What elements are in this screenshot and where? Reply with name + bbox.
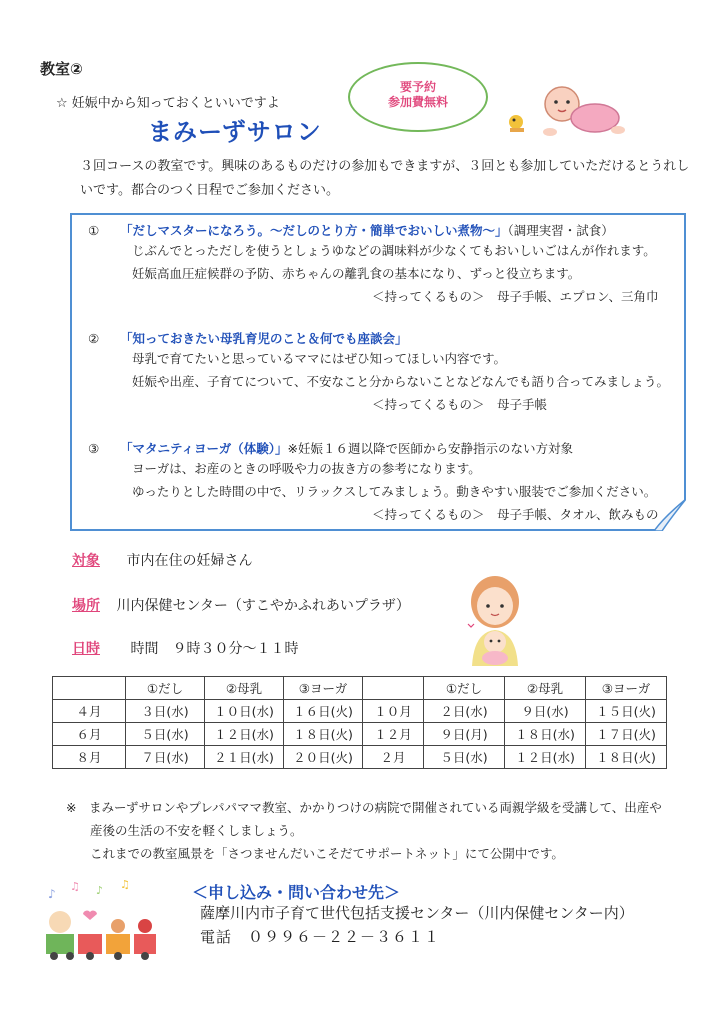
contact-title: ＜申し込み・問い合わせ先＞ bbox=[192, 883, 401, 902]
table-header-cell bbox=[363, 677, 424, 700]
table-header-cell: ②母乳 bbox=[505, 677, 586, 700]
svg-text:♫: ♫ bbox=[70, 880, 80, 893]
datetime-value: 時間 ９時３０分～１１時 bbox=[130, 641, 299, 657]
note-line: これまでの教室風景を「さつませんだいこそだてサポートネット」にて公開中です。 bbox=[90, 846, 564, 861]
table-header-row bbox=[53, 677, 667, 700]
svg-text:♪: ♪ bbox=[48, 887, 56, 901]
table-cell: １８日(火) bbox=[284, 723, 363, 746]
course-bring-items: ＜持ってくるもの＞ 母子手帳、エプロン、三角巾 bbox=[372, 289, 659, 304]
table-cell: １８日(水) bbox=[505, 723, 586, 746]
place-row bbox=[72, 595, 410, 615]
table-row bbox=[53, 723, 667, 746]
course-number: ② bbox=[88, 331, 100, 346]
course-description: 妊娠高血圧症候群の予防、赤ちゃんの離乳食の基本になり、ずっと役立ちます。 bbox=[132, 266, 581, 281]
reservation-badge bbox=[348, 62, 488, 132]
table-cell: ３日(水) bbox=[126, 700, 205, 723]
note-line: 産後の生活の不安を軽くしましょう。 bbox=[90, 823, 303, 838]
table-cell: １５日(火) bbox=[586, 700, 667, 723]
page-fold-icon bbox=[654, 499, 686, 531]
course-list-box bbox=[70, 213, 686, 531]
target-label: 対象 bbox=[72, 553, 100, 569]
course-1 bbox=[88, 221, 659, 308]
course-bring-items: ＜持ってくるもの＞ 母子手帳、タオル、飲みもの bbox=[372, 507, 659, 522]
datetime-row bbox=[72, 638, 298, 658]
table-header-cell bbox=[53, 677, 126, 700]
subtitle: ☆ 妊娠中から知っておくといいですよ bbox=[56, 96, 280, 111]
table-cell: １２日(水) bbox=[505, 746, 586, 769]
table-cell: １０日(水) bbox=[205, 700, 284, 723]
course-title: 「マタニティヨーガ（体験）」 bbox=[120, 441, 288, 456]
table-cell: ８月 bbox=[53, 746, 126, 769]
table-cell: ２１日(水) bbox=[205, 746, 284, 769]
table-cell: １０月 bbox=[363, 700, 424, 723]
target-value: 市内在住の妊婦さん bbox=[126, 553, 253, 569]
place-label: 場所 bbox=[72, 598, 100, 614]
target-row bbox=[72, 550, 252, 570]
table-cell: ４月 bbox=[53, 700, 126, 723]
mother-baby-illustration bbox=[462, 574, 528, 666]
datetime-label: 日時 bbox=[72, 641, 100, 657]
table-row bbox=[53, 700, 667, 723]
page-title: まみーずサロン bbox=[148, 118, 322, 146]
svg-text:♪: ♪ bbox=[96, 884, 104, 897]
course-description: ゆったりとした時間の中で、リラックスしてみましょう。動きやすい服装でご参加ください。 bbox=[132, 484, 657, 499]
table-cell: ２０日(火) bbox=[284, 746, 363, 769]
classroom-heading: 教室② bbox=[40, 60, 83, 78]
table-cell: ５日(水) bbox=[424, 746, 505, 769]
course-title: 「だしマスターになろう。～だしのとり方・簡単でおいしい煮物～」 bbox=[120, 223, 508, 238]
table-header-cell: ③ヨーガ bbox=[284, 677, 363, 700]
table-cell: ２日(水) bbox=[424, 700, 505, 723]
note-line: ※ まみーずサロンやプレパパママ教室、かかりつけの病院で開催されている両親学級を受講して、出産や bbox=[66, 800, 662, 815]
svg-text:♫: ♫ bbox=[120, 878, 130, 891]
table-cell: ９日(月) bbox=[424, 723, 505, 746]
table-cell: ７日(水) bbox=[126, 746, 205, 769]
table-cell: ２月 bbox=[363, 746, 424, 769]
course-3 bbox=[88, 439, 659, 526]
table-cell: １６日(火) bbox=[284, 700, 363, 723]
table-cell: ６月 bbox=[53, 723, 126, 746]
notes-block bbox=[66, 796, 706, 865]
course-note: （調理実習・試食） bbox=[507, 223, 614, 238]
table-header-cell: ①だし bbox=[424, 677, 505, 700]
table-cell: １２月 bbox=[363, 723, 424, 746]
intro-text: ３回コースの教室です。興味のあるものだけの参加もできますが、３回とも参加していただけるとうれしいです。都合のつく日程でご参加ください。 bbox=[80, 159, 690, 198]
course-number: ① bbox=[88, 223, 100, 238]
badge-line1: 要予約 bbox=[399, 80, 436, 94]
course-description: 妊娠や出産、子育てについて、不安なこと分からないことなどなんでも語り合ってみましょう。 bbox=[132, 374, 670, 389]
table-cell: １７日(火) bbox=[586, 723, 667, 746]
table-cell: １８日(火) bbox=[586, 746, 667, 769]
baby-crawling-illustration bbox=[500, 80, 630, 140]
place-value: 川内保健センター（すこやかふれあいプラザ） bbox=[116, 598, 410, 614]
table-cell: ９日(水) bbox=[505, 700, 586, 723]
contact-phone: 電話 ０９９６－２２－３６１１ bbox=[200, 928, 441, 946]
badge-line2: 参加費無料 bbox=[387, 95, 448, 109]
table-row bbox=[53, 746, 667, 769]
table-header-cell: ①だし bbox=[126, 677, 205, 700]
course-description: ヨーガは、お産のときの呼吸や力の抜き方の参考になります。 bbox=[132, 461, 481, 476]
contact-organization: 薩摩川内市子育て世代包括支援センター（川内保健センター内） bbox=[200, 904, 634, 922]
schedule-table bbox=[52, 676, 667, 769]
course-note: ※妊娠１６週以降で医師から安静指示のない方対象 bbox=[287, 441, 573, 456]
course-number: ③ bbox=[88, 441, 100, 456]
table-cell: １２日(水) bbox=[205, 723, 284, 746]
course-title: 「知っておきたい母乳育児のこと＆何でも座談会」 bbox=[120, 331, 408, 346]
course-bring-items: ＜持ってくるもの＞ 母子手帳 bbox=[372, 397, 548, 412]
toy-train-illustration bbox=[40, 876, 160, 962]
table-header-cell: ③ヨーガ bbox=[586, 677, 667, 700]
course-description: 母乳で育てたいと思っているママにはぜひ知ってほしい内容です。 bbox=[132, 351, 507, 366]
table-header-cell: ②母乳 bbox=[205, 677, 284, 700]
course-2 bbox=[88, 329, 669, 416]
table-cell: ５日(水) bbox=[126, 723, 205, 746]
course-description: じぶんでとっただしを使うとしょうゆなどの調味料が少なくてもおいしいごはんが作れます。 bbox=[132, 243, 656, 258]
